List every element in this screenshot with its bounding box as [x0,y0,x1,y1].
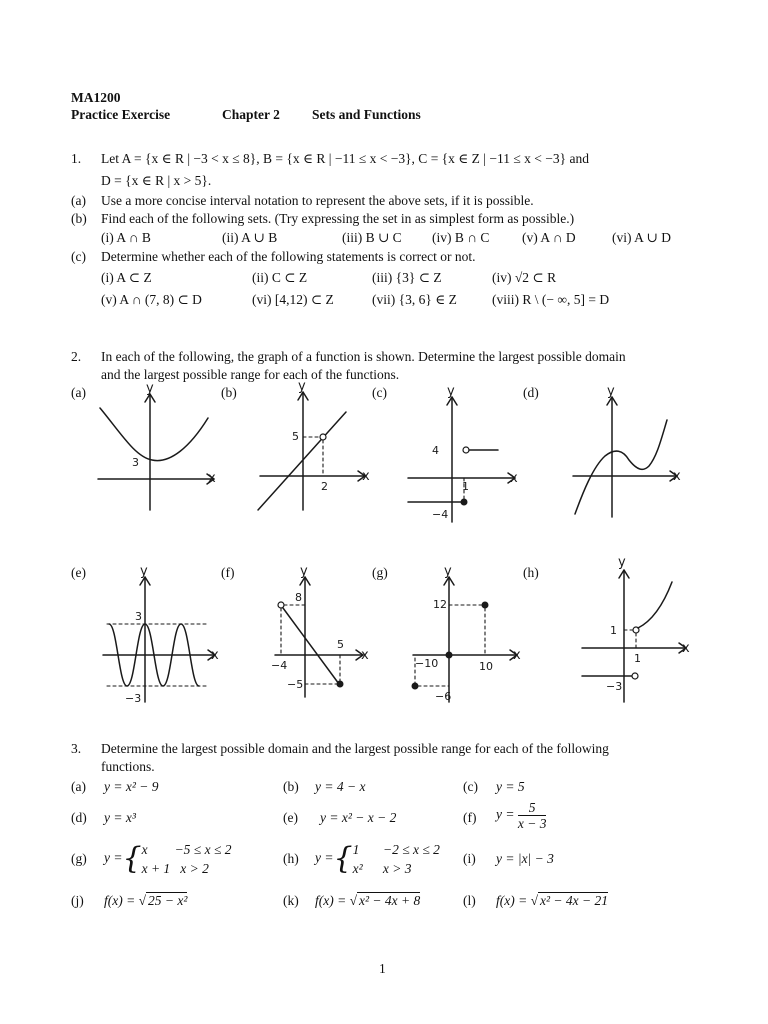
q1-b-item: (iv) B ∩ C [432,230,490,245]
q3-f-label: (f) [463,810,477,825]
y-axis-label: y [140,564,148,579]
graph-h-tick: 1 [634,652,641,665]
q1-intro-line2: D = {x ∈ R | x > 5}. [101,173,212,188]
graph-b-tick: 2 [321,480,328,493]
x-axis-label: x [513,648,521,663]
graph-f-tick: 8 [295,591,302,604]
graph-f-tick: −5 [287,678,304,691]
graph-c-tick: 4 [432,444,439,457]
y-axis-label: y [298,379,306,394]
q3-g-label: (g) [71,851,87,866]
graph-h-label: (h) [523,565,539,580]
q3-b-expr: y = 4 − x [315,779,366,794]
q3-f-denominator: x − 3 [517,816,547,831]
q3-f-numerator: 5 [518,800,547,816]
q1-a-label: (a) [71,193,86,208]
q3-i-label: (i) [463,851,476,866]
q3-f-fraction [518,800,547,831]
q3-text-line2: functions. [101,759,155,774]
graph-g [405,562,530,712]
q1-b-item: (iii) B ∪ C [342,230,402,245]
q3-b-label: (b) [283,779,299,794]
q3-h-expr [315,840,440,878]
q3-h-case1: 1 −2 ≤ x ≤ 2 [352,842,440,857]
q3-c-label: (c) [463,779,478,794]
q3-l-label: (l) [463,893,476,908]
x-axis-label: x [361,648,369,663]
q3-g-expr [104,840,232,878]
q1-c-item: (v) A ∩ (7, 8) ⊂ D [101,292,202,307]
q1-a-text: Use a more concise interval notation to represent the above sets, if it is possible. [101,193,534,208]
q1-c-item: (ii) C ⊂ Z [252,270,308,285]
q3-h-case2: x² x > 3 [352,861,412,876]
q1-b-item: (ii) A ∪ B [222,230,278,245]
graph-c-tick: 1 [462,480,469,493]
q3-j-radicand: 25 − x² [148,893,188,908]
graph-h [572,552,697,707]
y-axis-label: y [607,384,615,399]
course-code: MA1200 [71,90,121,105]
q1-c-text: Determine whether each of the following statements is correct or not. [101,249,476,264]
q1-b-label: (b) [71,211,87,226]
q1-b-text: Find each of the following sets. (Try expressing the set in as simplest form as possible.) [101,211,575,226]
q3-l-lhs: f(x) = √ [496,893,539,908]
graph-e [95,562,225,712]
x-axis-label: x [208,471,216,486]
graph-g-tick: 10 [479,660,493,673]
graph-f-tick: 5 [337,638,344,651]
q1-c-label: (c) [71,249,86,264]
graph-h-tick: −3 [606,680,623,693]
q3-i-expr: y = |x| − 3 [496,851,554,866]
y-axis-label: y [444,564,452,579]
y-axis-label: y [447,384,455,399]
q3-j-label: (j) [71,893,84,908]
q3-text-line1: Determine the largest possible domain and the largest possible range for each of the following [101,741,609,756]
q1-c-item: (iii) {3} ⊂ Z [372,270,442,285]
q1-b-item: (vi) A ∪ D [612,230,671,245]
graph-e-tick: 3 [135,610,142,623]
graph-g-tick: 12 [433,598,447,611]
q3-g-case2: x + 1 x > 2 [141,861,209,876]
q3-number: 3. [71,741,82,756]
q3-f-lhs: y = [496,806,515,822]
q1-c-item: (iv) √2 ⊂ R [492,270,557,285]
y-axis-label: y [618,555,626,570]
graph-c-label: (c) [372,385,387,400]
graph-g-tick: −10 [415,657,439,670]
q2-text-line1: In each of the following, the graph of a function is shown. Determine the largest possible domain [101,349,626,364]
q3-d-expr: y = x³ [104,810,136,825]
graph-b [250,379,380,532]
graph-f-label: (f) [221,565,235,580]
graph-f [265,562,390,712]
q3-a-expr: y = x² − 9 [104,779,159,794]
graph-a-tick: 3 [132,456,139,469]
graph-c-tick: −4 [432,508,449,521]
graph-b-tick: 5 [292,430,299,443]
q3-k-radicand: x² − 4x + 8 [359,893,421,908]
chapter-label: Chapter 2 [222,107,280,122]
page-number: 1 [379,961,386,976]
x-axis-label: x [362,469,370,484]
q2-number: 2. [71,349,82,364]
q1-c-item: (vii) {3, 6} ∈ Z [372,292,457,307]
q3-h-lhs: y = [315,850,334,866]
x-axis-label: x [673,469,681,484]
q3-k-label: (k) [283,893,299,908]
q3-l-expr [496,893,608,909]
y-axis-label: y [146,381,154,396]
topic-label: Sets and Functions [312,107,421,122]
q3-f-expr [496,800,546,831]
q3-k-lhs: f(x) = √ [315,893,358,908]
q1-b-item: (i) A ∩ B [101,230,151,245]
q3-e-label: (e) [283,810,298,825]
graph-d [565,382,690,532]
q3-l-radicand: x² − 4x − 21 [540,893,609,908]
q1-c-item: (viii) R \ (− ∞, 5] = D [492,292,610,307]
graph-g-tick: −6 [435,690,452,703]
graph-e-label: (e) [71,565,86,580]
q3-a-label: (a) [71,779,86,794]
graph-f-tick: −4 [271,659,288,672]
q3-g-cases [142,840,232,878]
y-axis-label: y [300,564,308,579]
graph-d-label: (d) [523,385,539,400]
q1-c-item: (vi) [4,12) ⊂ Z [252,292,334,307]
q3-e-expr: y = x² − x − 2 [320,810,397,825]
graph-g-label: (g) [372,565,388,580]
graph-c [400,382,525,532]
graph-a-label: (a) [71,385,86,400]
x-axis-label: x [682,641,690,656]
q1-b-item: (v) A ∩ D [522,230,576,245]
x-axis-label: x [211,648,219,663]
x-axis-label: x [510,471,518,486]
graph-h-tick: 1 [610,624,617,637]
q1-c-item: (i) A ⊂ Z [101,270,152,285]
q2-text-line2: and the largest possible range for each of the functions. [101,367,400,382]
graph-a [90,382,225,532]
q3-g-brace: { [122,841,142,876]
practice-label: Practice Exercise [71,107,171,122]
q1-intro-line1: Let A = {x ∈ R | −3 < x ≤ 8}, B = {x ∈ R | −11 ≤ x < −3}, C = {x ∈ Z | −11 ≤ x < −3} and [101,151,589,166]
graph-b-label: (b) [221,385,237,400]
q3-h-label: (h) [283,851,299,866]
q3-d-label: (d) [71,810,87,825]
q3-g-case1: x −5 ≤ x ≤ 2 [141,842,232,857]
graph-e-tick: −3 [125,692,142,705]
q3-c-expr: y = 5 [496,779,525,794]
q3-k-expr [315,893,420,909]
q3-h-brace: { [333,841,353,876]
q1-number: 1. [71,151,82,166]
q3-j-lhs: f(x) = √ [104,893,147,908]
q3-j-expr [104,893,187,909]
q3-g-lhs: y = [104,850,123,866]
q3-h-cases [353,840,440,878]
